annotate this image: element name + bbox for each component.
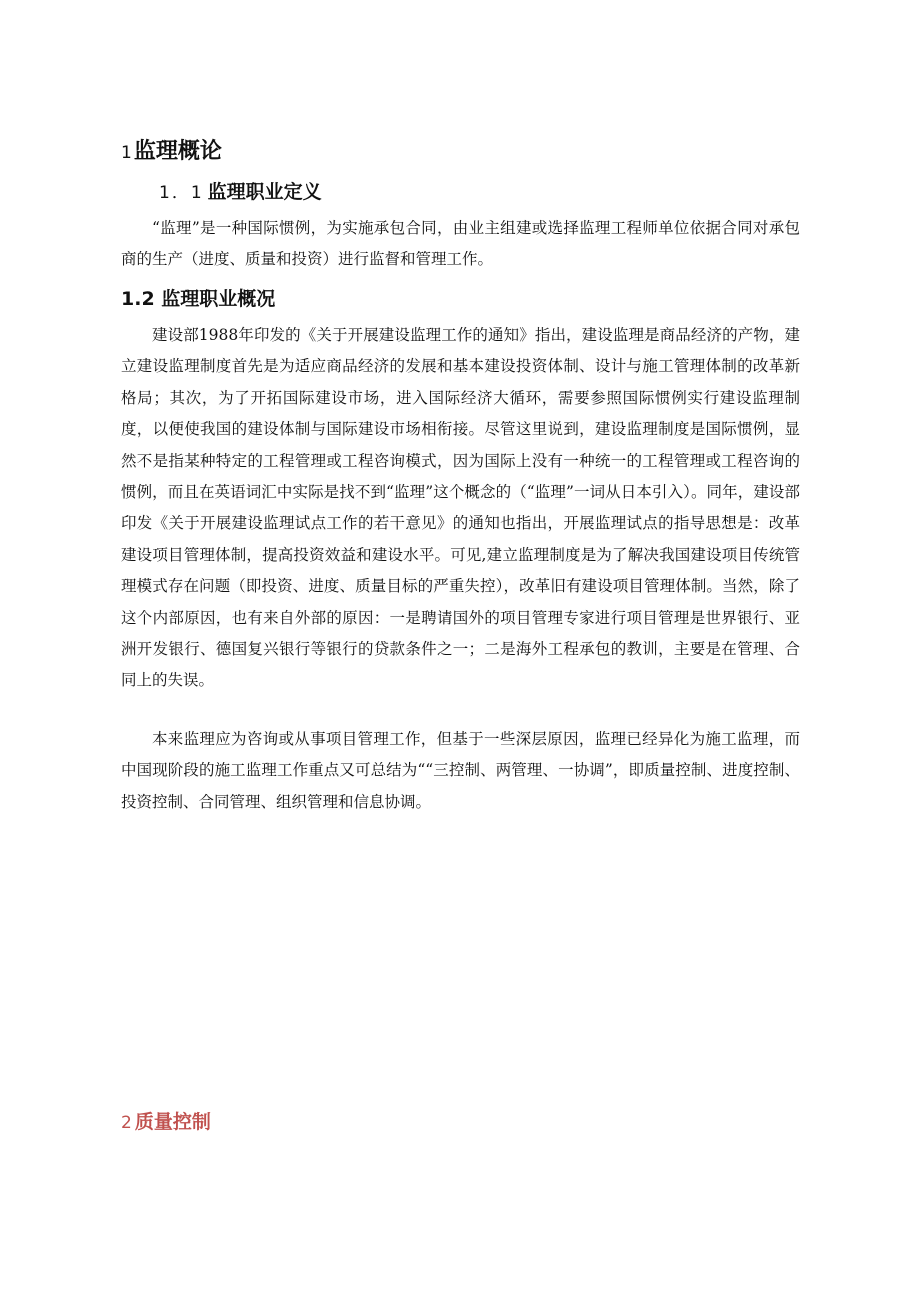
heading-section-1 (121, 137, 222, 168)
heading-section-1-1 (159, 178, 322, 207)
paragraph-overview: 建设部1988年印发的《关于开展建设监理工作的通知》指出，建设监理是商品经济的产物，建立建设监理制度首先是为适应商品经济的发展和基本建设投资体制、设计与施工管理体制的改革新格局；其次，为了开拓国际建设市场，进入国际经济大循环，需要参照国际惯例实行建设监理制度，以便使我国的建设体制与国际建设市场相衔接。尽管这里说到，建设监理制度是国际惯例，显然不是指某种特定的工程管理或工程咨询模式，因为国际上没有一种统一的工程管理或工程咨询的惯例，而且在英语词汇中实际是找不到“监理”这个概念的（“监理”一词从日本引入）。同年，建设部印发《关于开展建设监理试点工作的若干意见》的通知也指出，开展监理试点的指导思想是：改革建设项目管理体制，提高投资效益和建设水平。可见,建立监理制度是为了解决我国建设项目传统管理模式存在问题（即投资、进度、质量目标的严重失控），改革旧有建设项目管理体制。当然，除了这个内部原因，也有来自外部的原因：一是聘请国外的项目管理专家进行项目管理是世界银行、亚洲开发银行、德国复兴银行等银行的贷款条件之一；二是海外工程承包的教训，主要是在管理、合同上的失误。 (121, 326, 800, 690)
heading-section-1-2: 1.2 监理职业概况 (121, 288, 276, 310)
heading-section-1-1-number: 1．1 (159, 183, 204, 203)
heading-section-2-title: 质量控制 (134, 1111, 211, 1133)
heading-section-1-title: 监理概论 (133, 139, 222, 164)
heading-section-2 (121, 1108, 211, 1137)
heading-section-2-number: 2 (121, 1113, 132, 1133)
paragraph-supervision-focus: 本来监理应为咨询或从事项目管理工作，但基于一些深层原因，监理已经异化为施工监理，而中国现阶段的施工监理工作重点又可总结为““三控制、两管理、一协调”，即质量控制、进度控制、投资控制、合同管理、组织管理和信息协调。 (121, 730, 800, 811)
heading-section-1-1-title: 监理职业定义 (207, 181, 322, 203)
heading-section-1-number: 1 (121, 143, 132, 163)
paragraph-definition: “监理”是一种国际惯例，为实施承包合同，由业主组建或选择监理工程师单位依据合同对承包商的生产（进度、质量和投资）进行监督和管理工作。 (121, 219, 800, 269)
